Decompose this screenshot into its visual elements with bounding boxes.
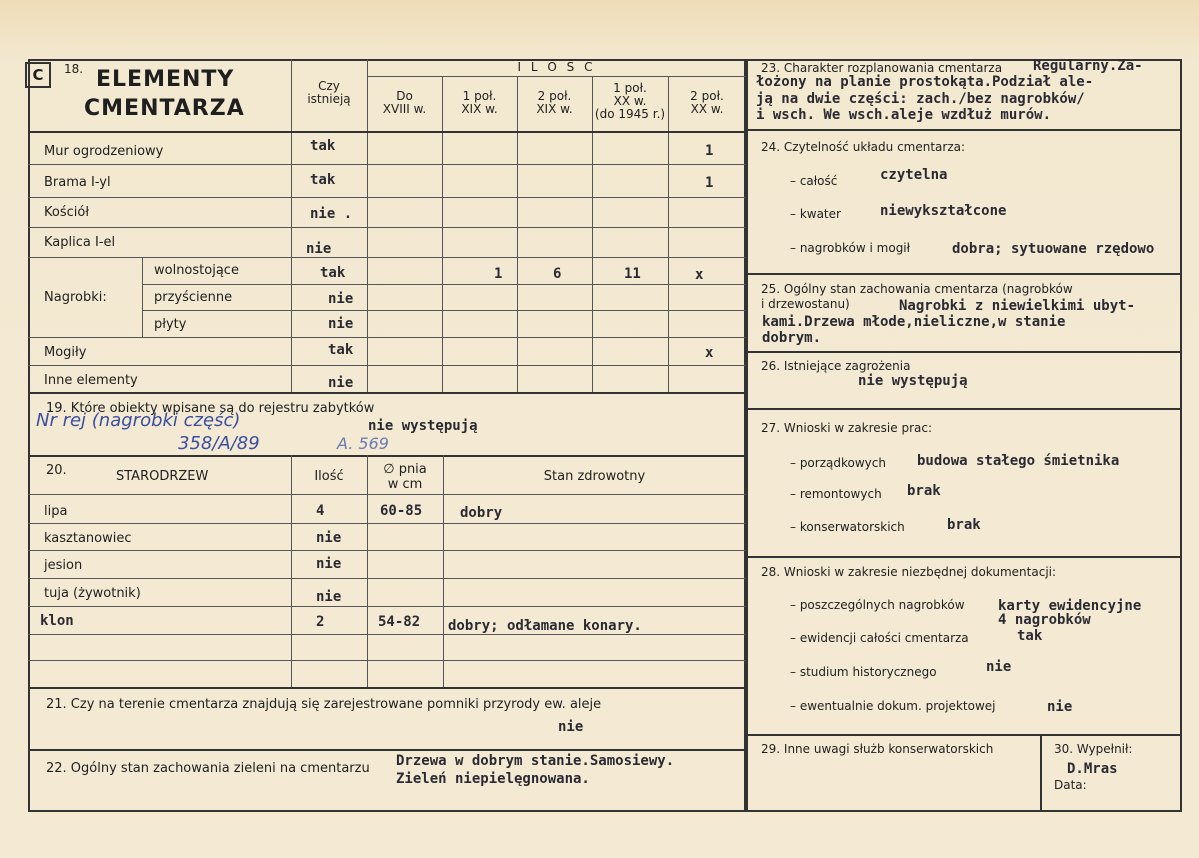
element-label: Mogiły (44, 345, 87, 360)
istnieja-value: nie (328, 291, 354, 307)
element-label: płyty (154, 317, 187, 332)
s28-p2-label: – ewidencji całości cmentarza (790, 631, 969, 645)
s25-question-2: i drzewostanu) (761, 297, 850, 311)
grid-line (291, 455, 292, 687)
s20-pnia-header (367, 462, 443, 492)
s24-calosc-answer: czytelna (880, 167, 948, 183)
grid-line (746, 273, 1182, 275)
grid-line (28, 578, 746, 579)
s25-answer-1: Nagrobki z niewielkimi ubyt- (899, 298, 1136, 314)
col-header-5 (668, 90, 746, 116)
count-value: x (695, 267, 704, 283)
s21-answer: nie (558, 719, 584, 735)
element-label: Inne elementy (44, 373, 138, 388)
s29-label: 29. Inne uwagi służb konserwatorskich (761, 742, 994, 756)
s28-p3-label: – studium historycznego (790, 665, 937, 679)
grid-line (28, 660, 746, 661)
col-header-1 (367, 90, 442, 116)
s23-answer-1: Regularny.Za- (1033, 58, 1143, 74)
col-4-l1: 1 poł. (613, 81, 647, 95)
s22-answer-line2: Zieleń niepielęgnowana. (396, 771, 590, 787)
element-label: Brama I-yl (44, 175, 111, 190)
grid-line (668, 76, 669, 392)
tree-count: 2 (316, 614, 325, 630)
tree-count: nie (316, 556, 342, 572)
grid-line (746, 408, 1182, 410)
col-4-l2: XX w. (613, 94, 647, 108)
tree-count: nie (316, 589, 342, 605)
tree-diameter: 60-85 (380, 503, 423, 519)
czy-line1: Czy (318, 79, 340, 93)
s20-title: STARODRZEW (116, 469, 209, 484)
s28-p4-answer: nie (1047, 699, 1073, 715)
czy-line2: istnieją (307, 92, 351, 106)
s23-answer-2: łożony na planie prostokąta.Podział ale- (756, 74, 1094, 90)
section-number-18: 18. (64, 62, 84, 76)
grid-line (442, 76, 443, 392)
istnieja-value: nie . (310, 206, 353, 222)
s26-question: 26. Istniejące zagrożenia (761, 359, 911, 373)
grid-line (443, 455, 444, 687)
s22-answer-line1: Drzewa w dobrym stanie.Samosiewy. (396, 753, 675, 769)
s25-answer-2: kami.Drzewa młode,nieliczne,w stanie (762, 314, 1066, 330)
s24-calosc-label: – całość (790, 174, 838, 188)
grid-line (28, 164, 746, 165)
s26-answer: nie występują (858, 373, 968, 389)
s23-answer-4: i wsch. We wsch.aleje wzdłuż murów. (756, 107, 1052, 123)
s27-question: 27. Wnioski w zakresie prac: (761, 421, 933, 435)
pnia-line1: ∅ pnia (383, 462, 427, 477)
s25-question-1: 25. Ogólny stan zachowania cmentarza (nagrobków (761, 282, 1073, 296)
s28-p1-answer-b: 4 nagrobków (998, 612, 1091, 628)
s20-number: 20. (46, 463, 67, 478)
grid-line (28, 523, 746, 524)
col-header-3 (517, 90, 592, 116)
grid-line (592, 76, 593, 392)
grid-line (28, 365, 746, 366)
s30-date-label: Data: (1054, 778, 1087, 792)
tree-name: klon (40, 613, 74, 629)
col-3-l2: XIX w. (536, 102, 573, 116)
tree-health: dobry; odłamane konary. (448, 618, 642, 634)
nagrobki-label: Nagrobki: (44, 290, 107, 305)
col-4-l3: (do 1945 r.) (594, 107, 666, 121)
s27-p2-label: – remontowych (790, 487, 882, 501)
col-5-l1: 2 poł. (690, 89, 724, 103)
grid-line (28, 257, 746, 258)
tree-name: lipa (44, 504, 68, 519)
tree-health: dobry (460, 505, 503, 521)
tree-name: tuja (żywotnik) (44, 586, 141, 601)
s19-handwritten-code: A. 569 (337, 434, 389, 453)
s24-nagrobkow-answer: dobra; sytuowane rzędowo (952, 241, 1155, 257)
title-line2: CMENTARZA (84, 96, 245, 121)
s19-handwritten-ref: Nr rej (nagrobki częśc) (36, 410, 241, 431)
grid-line (746, 351, 1182, 353)
s28-p2-answer: tak (1017, 628, 1043, 644)
grid-line (28, 606, 746, 607)
s28-p1-answer-a: karty ewidencyjne (998, 598, 1142, 614)
istnieja-value: tak (328, 342, 354, 358)
grid-line (28, 550, 746, 551)
ilosc-label: I L O Ś C (517, 60, 596, 74)
s23-question: 23. Charakter rozplanowania cmentarza (761, 61, 1003, 75)
tree-count: 4 (316, 503, 325, 519)
grid-line (367, 76, 746, 77)
istnieja-value: tak (320, 265, 346, 281)
s24-question: 24. Czytelność układu cmentarza: (761, 140, 966, 154)
s30-label: 30. Wypełnił: (1054, 742, 1133, 756)
element-label: Kaplica I-el (44, 235, 116, 250)
istnieja-value: nie (328, 375, 354, 391)
col-header-2 (442, 90, 517, 116)
count-value: 1 (705, 175, 714, 191)
tree-count: nie (316, 530, 342, 546)
grid-line (28, 392, 746, 394)
s28-question: 28. Wnioski w zakresie niezbędnej dokumentacji: (761, 565, 1057, 579)
grid-line (28, 749, 746, 751)
s20-ilosc-header: Ilość (314, 469, 344, 484)
grid-line (367, 455, 368, 687)
col-header-4 (592, 82, 668, 121)
col-5-l2: XX w. (690, 102, 724, 116)
s27-p2-answer: brak (907, 483, 941, 499)
tree-name: jesion (44, 558, 83, 573)
grid-line (28, 634, 746, 635)
grid-line (746, 734, 1182, 736)
s30-name: D.Mras (1067, 761, 1118, 777)
grid-line (291, 59, 292, 392)
s24-nagrobkow-label: – nagrobków i mogił (790, 241, 911, 255)
s27-p3-answer: brak (947, 517, 981, 533)
count-value: 1 (705, 143, 714, 159)
grid-line (28, 227, 746, 228)
grid-line (746, 556, 1182, 558)
istnieja-value: nie (328, 316, 354, 332)
s21-question: 21. Czy na terenie cmentarza znajdują się zarejestrowane pomniki przyrody ew. aleje (46, 697, 602, 712)
col-2-l1: 1 poł. (462, 89, 497, 103)
count-value: 1 (494, 266, 503, 282)
pnia-line2: w cm (387, 477, 423, 492)
s23-answer-3: ją na dwie części: zach./bez nagrobków/ (756, 91, 1085, 107)
col-1-l1: Do (396, 89, 413, 103)
grid-line (28, 131, 746, 133)
element-label: przyścienne (154, 290, 233, 305)
element-label: Mur ogrodzeniowy (44, 144, 164, 159)
s28-p4-label: – ewentualnie dokum. projektowej (790, 699, 996, 713)
tree-name: kasztanowiec (44, 531, 132, 546)
grid-line (28, 337, 746, 338)
s27-p3-label: – konserwatorskich (790, 520, 905, 534)
s27-p1-label: – porządkowych (790, 456, 886, 470)
s28-p1-label: – poszczególnych nagrobków (790, 598, 965, 612)
s24-kwater-answer: niewykształcone (880, 203, 1007, 219)
element-label: Kościół (44, 205, 90, 220)
s27-p1-answer: budowa stałego śmietnika (917, 453, 1120, 469)
grid-line (142, 257, 143, 337)
col-3-l1: 2 poł. (537, 89, 572, 103)
grid-line (517, 76, 518, 392)
col-2-l2: XIX w. (461, 102, 498, 116)
s20-stan-header: Stan zdrowotny (543, 469, 646, 484)
istnieja-value: tak (310, 172, 336, 188)
s28-p3-answer: nie (986, 659, 1012, 675)
s19-question: 19. Które obiekty wpisane są do rejestru zabytków (46, 401, 375, 416)
s25-answer-3: dobrym. (762, 330, 822, 346)
grid-line (28, 197, 746, 198)
grid-line (142, 284, 746, 285)
grid-line (142, 310, 746, 311)
title-line1: ELEMENTY (96, 67, 235, 92)
section-letter: C (25, 62, 51, 88)
czy-istnieja-label (291, 80, 367, 106)
count-value: 6 (553, 266, 562, 282)
grid-line (28, 455, 746, 457)
istnieja-value: nie (306, 241, 332, 257)
s19-answer: nie występują (368, 418, 478, 434)
grid-line (1040, 734, 1042, 812)
col-1-l2: XVIII w. (382, 102, 427, 116)
grid-line (28, 687, 746, 689)
s22-question: 22. Ogólny stan zachowania zieleni na cmentarzu (46, 761, 370, 776)
count-value: x (705, 345, 714, 361)
tree-diameter: 54-82 (378, 614, 421, 630)
count-value: 11 (624, 266, 641, 282)
element-label: wolnostojące (154, 263, 239, 278)
grid-line (28, 494, 746, 495)
grid-line (746, 129, 1182, 131)
s19-handwritten-number: 358/A/89 (178, 433, 260, 454)
s24-kwater-label: – kwater (790, 207, 841, 221)
istnieja-value: tak (310, 138, 336, 154)
